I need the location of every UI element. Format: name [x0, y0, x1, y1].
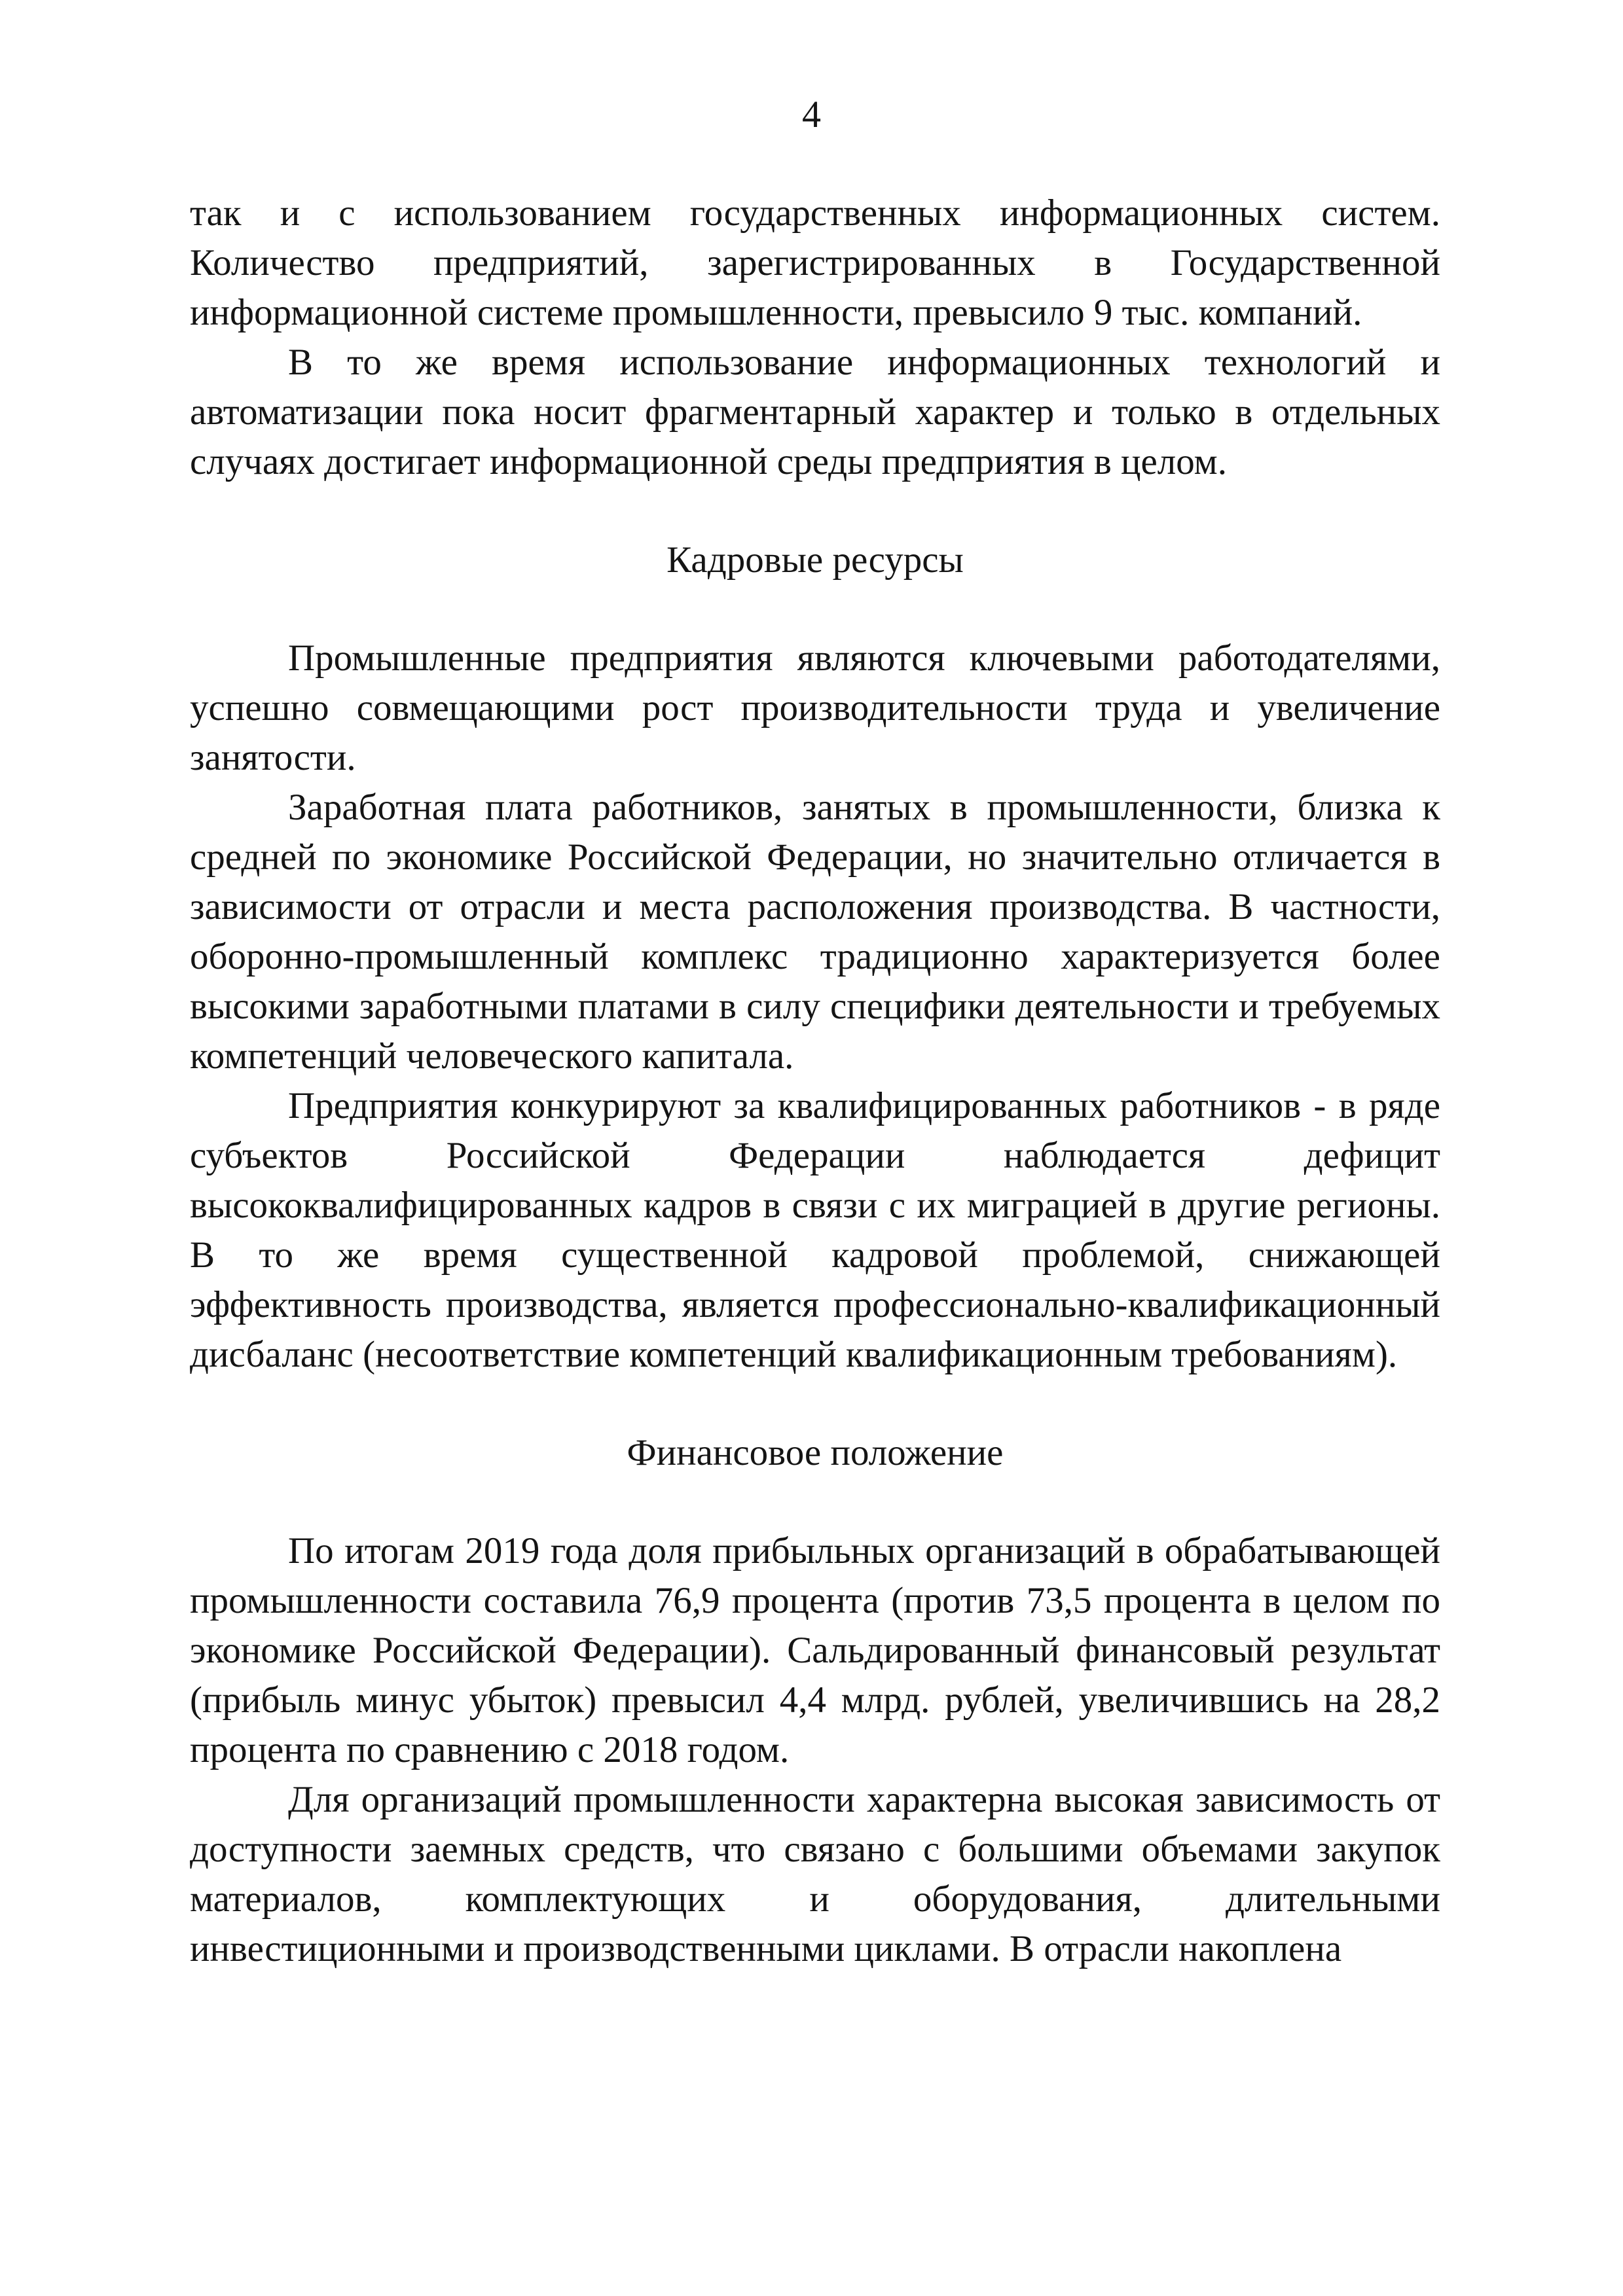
- hr-paragraph-3: Предприятия конкурируют за квалифицированных работников - в ряде субъектов Российской Федерации наблюдается дефицит высококвалифицированных кадров в связи с их миграцией в другие регионы. В то же время существенной кадровой проблемой, снижающей эффективность производства, является профессионально-квалификационный дисбаланс (несоответствие компетенций квалификационным требованиям).: [190, 1085, 1440, 1375]
- hr-paragraph-1: Промышленные предприятия являются ключевыми работодателями, успешно совмещающими рост производительности труда и увеличение занятости.: [190, 637, 1440, 778]
- finance-paragraph-1: По итогам 2019 года доля прибыльных организаций в обрабатывающей промышленности составила 76,9 процента (против 73,5 процента в целом по экономике Российской Федерации). Сальдированный финансовый результат (прибыль минус убыток) превысил 4,4 млрд. рублей, увеличившись на 28,2 процента по сравнению с 2018 годом.: [190, 1530, 1440, 1770]
- finance-paragraph-2: Для организаций промышленности характерна высокая зависимость от доступности заемных средств, что связано с большими объемами закупок материалов, комплектующих и оборудования, длительными инвестиционными и производственными циклами. В отрасли накоплена: [190, 1779, 1440, 1969]
- section-heading-finance: Финансовое положение: [627, 1432, 1004, 1473]
- intro-paragraph-2: В то же время использование информационных технологий и автоматизации пока носит фрагментарный характер и только в отдельных случаях достигает информационной среды предприятия в целом.: [190, 342, 1440, 482]
- page-number: 4: [802, 93, 821, 135]
- intro-paragraph-1: так и с использованием государственных информационных систем. Количество предприятий, зарегистрированных в Государственной информационной системе промышленности, превысило 9 тыс. компаний.: [190, 192, 1440, 333]
- section-heading-hr: Кадровые ресурсы: [666, 539, 964, 581]
- hr-paragraph-2: Заработная плата работников, занятых в промышленности, близка к средней по экономике Российской Федерации, но значительно отличается в зависимости от отрасли и места расположения производства. В частности, оборонно-промышленный комплекс традиционно характеризуется более высокими заработными платами в силу специфики деятельности и требуемых компетенций человеческого капитала.: [190, 787, 1440, 1077]
- document-body: [190, 188, 1440, 1974]
